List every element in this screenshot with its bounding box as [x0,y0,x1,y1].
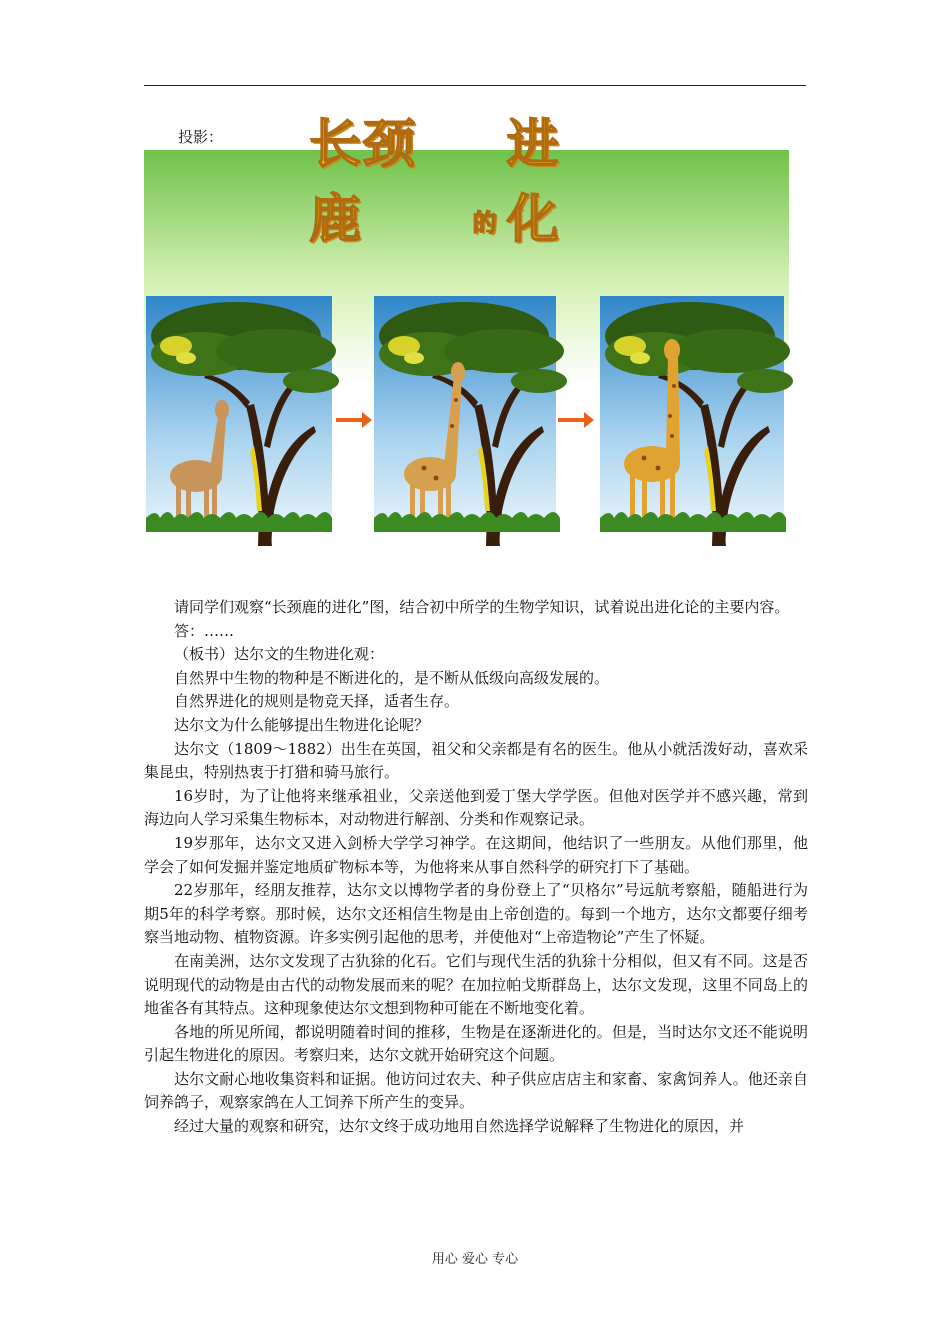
paragraph: 达尔文为什么能够提出生物进化论呢？ [174,715,430,734]
paragraph: 16岁时，为了让他将来继承祖业，父亲送他到爱丁堡大学学医。但他对医学并不感兴趣，常到海边向人学习采集生物标本，对动物进行解剖、分类和作观察记录。 [144,786,808,829]
paragraph: 各地的所见所闻，都说明随着时间的推移，生物是在逐渐进化的。但是，当时达尔文还不能说明引起生物进化的原因。考察归来，达尔文就开始研究这个问题。 [144,1022,808,1065]
paragraph: 经过大量的观察和研究，达尔文终于成功地用自然选择学说解释了生物进化的原因，并 [174,1117,745,1136]
paragraph: 达尔文（1809～1882）出生在英国，祖父和父亲都是有名的医生。他从小就活泼好动，喜欢采集昆虫，特别热衷于打猎和骑马旅行。 [144,739,808,782]
paragraph: 自然界进化的规则是物竞天择，适者生存。 [174,692,460,711]
panel-medium-neck [374,296,567,546]
figure-title [309,115,609,252]
page-footer: 用心 爱心 专心 [431,1252,519,1267]
paragraph: 22岁那年，经朋友推荐，达尔文以博物学者的身份登上了“贝格尔”号远航考察船，随船进行为期5年的科学考察。那时候，达尔文还相信生物是由上帝创造的。每到一个地方，达尔文都要仔细考察当地动物、植物资源。许多实例引起他的思考，并使他对“上帝造物论”产生了怀疑。 [144,881,808,947]
panel-long-neck [600,296,793,546]
panel-short-neck [146,296,339,546]
paragraph: 19岁那年，达尔文又进入剑桥大学学习神学。在这期间，他结识了一些朋友。从他们那里，他学会了如何发掘并鉴定地质矿物标本等，为他将来从事自然科学的研究打下了基础。 [144,833,808,876]
figure-title-part3: 进化 [506,115,561,250]
paragraph: 达尔文耐心地收集资料和证据。他访问过农夫、种子供应店店主和家畜、家禽饲养人。他还亲自饲养鸽子，观察家鸽在人工饲养下所产生的变异。 [144,1069,808,1112]
section-label: 投影： [178,128,224,146]
figure-title-part2: 的 [472,209,497,237]
paragraph: （板书）达尔文的生物进化观： [174,645,385,664]
paragraph: 在南美洲，达尔文发现了古犰狳的化石。它们与现代生活的犰狳十分相似，但又有不同。这是否说明现代的动物是由古代的动物发展而来的呢？在加拉帕戈斯群岛上，达尔文发现，这里不同岛上的地雀各有其特点。这种现象使达尔文想到物种可能在不断地变化着。 [144,951,808,1018]
header-rule [144,85,806,86]
body-text [144,596,808,1139]
paragraph: 答：…… [174,621,235,640]
paragraph: 请同学们观察“长颈鹿的进化”图，结合初中所学的生物学知识，试着说出进化论的主要内容。 [174,598,790,616]
paragraph: 自然界中生物的物种是不断进化的，是不断从低级向高级发展的。 [174,668,610,687]
figure-title-part1: 长颈鹿 [309,115,418,250]
